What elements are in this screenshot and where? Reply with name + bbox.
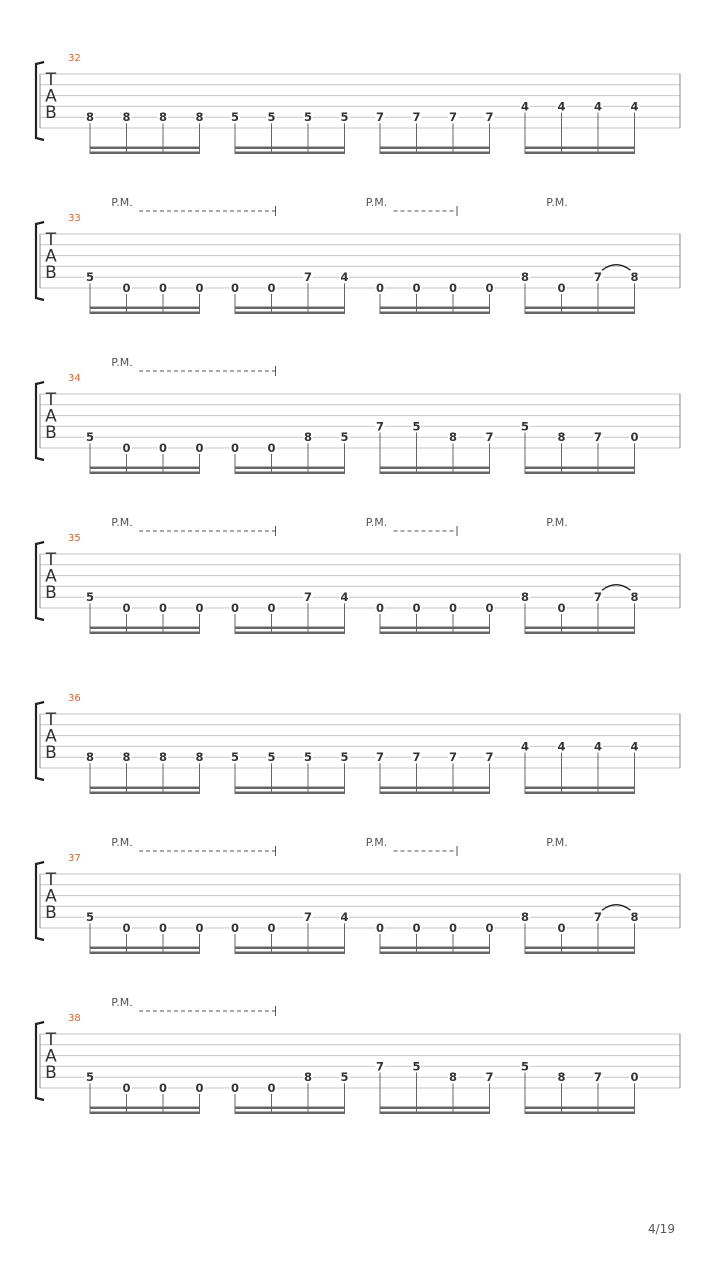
fret-number: 7: [485, 430, 494, 445]
fret-number: 7: [375, 110, 385, 125]
fret-number: 4: [557, 99, 566, 114]
measure-number: 38: [68, 1013, 81, 1024]
fret-number: 0: [557, 601, 566, 615]
beam-secondary: [380, 147, 490, 150]
measure-number: 34: [68, 373, 81, 384]
measure-number: 36: [68, 693, 81, 704]
beam-primary: [90, 792, 200, 795]
fret-number: 0: [195, 921, 204, 935]
page-number: 4/19: [648, 1222, 675, 1236]
fret-number: 5: [85, 910, 95, 925]
fret-number: 5: [340, 430, 349, 445]
beam-secondary: [380, 947, 490, 950]
fret-number: 5: [412, 419, 421, 434]
fret-number: 0: [375, 601, 385, 615]
fret-number: 4: [520, 739, 530, 754]
fret-number: 0: [557, 281, 566, 295]
fret-number: 8: [630, 910, 639, 925]
fret-number: 4: [630, 739, 639, 754]
fret-number: 8: [85, 750, 95, 765]
tab-clef-letter: B: [45, 263, 57, 283]
fret-number: 8: [303, 430, 313, 445]
beam-secondary: [235, 1107, 345, 1110]
fret-number: 7: [593, 270, 603, 285]
fret-number: 0: [630, 1070, 639, 1085]
fret-number: 0: [230, 921, 240, 935]
fret-number: 0: [122, 281, 131, 295]
tab-clef-letter: T: [45, 390, 57, 410]
fret-number: 4: [630, 99, 639, 114]
fret-number: 0: [630, 430, 639, 445]
fret-number: 0: [267, 921, 276, 935]
palm-mute-label: P.M.: [365, 836, 388, 849]
beam-primary: [235, 952, 345, 955]
fret-number: 8: [520, 590, 530, 605]
fret-number: 0: [230, 1081, 240, 1095]
fret-number: 8: [448, 430, 458, 445]
fret-number: 0: [412, 921, 421, 935]
fret-number: 7: [485, 750, 494, 765]
beam-secondary: [380, 307, 490, 310]
fret-number: 0: [122, 441, 131, 455]
beam-primary: [235, 312, 345, 315]
fret-number: 0: [122, 601, 131, 615]
beam-secondary: [235, 787, 345, 790]
tab-clef-letter: T: [45, 1030, 57, 1050]
palm-mute-label: P.M.: [111, 996, 133, 1009]
fret-number: 7: [593, 1070, 603, 1085]
tie-arc: [602, 265, 631, 271]
palm-mute-label: P.M.: [111, 356, 133, 369]
fret-number: 8: [630, 270, 639, 285]
beam-primary: [525, 792, 635, 795]
beam-secondary: [90, 787, 200, 790]
tab-clef-letter: A: [45, 566, 57, 587]
fret-number: 7: [303, 270, 313, 285]
fret-number: 4: [593, 99, 603, 114]
beam-primary: [380, 952, 490, 955]
fret-number: 5: [520, 1059, 530, 1074]
tie-arc: [602, 905, 631, 911]
fret-number: 7: [375, 1059, 385, 1074]
beam-primary: [90, 632, 200, 635]
tab-clef-letter: T: [45, 710, 57, 730]
fret-number: 0: [267, 601, 276, 615]
beam-primary: [90, 152, 200, 155]
fret-number: 5: [85, 270, 95, 285]
tab-clef-letter: T: [45, 70, 57, 90]
beam-primary: [380, 472, 490, 475]
measure-number: 35: [68, 533, 81, 544]
fret-number: 8: [158, 110, 168, 125]
beam-secondary: [525, 307, 635, 310]
fret-number: 0: [485, 601, 494, 615]
fret-number: 5: [303, 750, 313, 765]
beam-primary: [525, 472, 635, 475]
beam-primary: [380, 1112, 490, 1115]
fret-number: 0: [158, 601, 168, 615]
beam-primary: [380, 312, 490, 315]
fret-number: 7: [485, 1070, 494, 1085]
fret-number: 5: [340, 110, 349, 125]
fret-number: 0: [485, 921, 494, 935]
fret-number: 7: [303, 910, 313, 925]
beam-secondary: [235, 147, 345, 150]
beam-primary: [525, 632, 635, 635]
beam-secondary: [525, 947, 635, 950]
beam-secondary: [90, 627, 200, 630]
fret-number: 4: [593, 739, 603, 754]
tie-arc: [602, 585, 631, 591]
fret-number: 0: [267, 1081, 276, 1095]
fret-number: 0: [158, 1081, 168, 1095]
palm-mute-label: P.M.: [365, 196, 388, 209]
fret-number: 7: [448, 750, 458, 765]
beam-secondary: [90, 307, 200, 310]
beam-primary: [235, 152, 345, 155]
beam-primary: [90, 312, 200, 315]
beam-primary: [525, 952, 635, 955]
fret-number: 8: [557, 1070, 566, 1085]
fret-number: 0: [122, 921, 131, 935]
fret-number: 8: [630, 590, 639, 605]
measure-number: 33: [68, 213, 81, 224]
fret-number: 0: [122, 1081, 131, 1095]
beam-primary: [380, 792, 490, 795]
beam-secondary: [525, 467, 635, 470]
fret-number: 5: [303, 110, 313, 125]
fret-number: 4: [340, 910, 349, 925]
beam-primary: [90, 1112, 200, 1115]
fret-number: 7: [448, 110, 458, 125]
fret-number: 0: [485, 281, 494, 295]
beam-secondary: [380, 467, 490, 470]
fret-number: 4: [340, 270, 349, 285]
fret-number: 0: [412, 601, 421, 615]
fret-number: 0: [448, 601, 458, 615]
fret-number: 5: [267, 750, 276, 765]
fret-number: 8: [195, 110, 204, 125]
fret-number: 5: [85, 430, 95, 445]
beam-primary: [380, 632, 490, 635]
beam-secondary: [525, 787, 635, 790]
palm-mute-label: P.M.: [111, 196, 133, 209]
fret-number: 0: [158, 441, 168, 455]
tab-clef-letter: A: [45, 86, 57, 107]
fret-number: 0: [195, 1081, 204, 1095]
beam-secondary: [380, 627, 490, 630]
measure-number: 32: [68, 53, 81, 64]
fret-number: 0: [230, 601, 240, 615]
palm-mute-label: P.M.: [111, 836, 133, 849]
beam-primary: [235, 632, 345, 635]
fret-number: 8: [557, 430, 566, 445]
fret-number: 8: [195, 750, 204, 765]
fret-number: 5: [85, 1070, 95, 1085]
fret-number: 0: [267, 281, 276, 295]
beam-primary: [525, 1112, 635, 1115]
fret-number: 0: [158, 921, 168, 935]
palm-mute-label: P.M.: [546, 196, 568, 209]
beam-secondary: [235, 627, 345, 630]
fret-number: 7: [593, 910, 603, 925]
fret-number: 0: [230, 441, 240, 455]
fret-number: 5: [230, 110, 240, 125]
fret-number: 7: [485, 110, 494, 125]
fret-number: 0: [448, 921, 458, 935]
fret-number: 0: [195, 441, 204, 455]
tab-clef-letter: A: [45, 886, 57, 907]
fret-number: 0: [412, 281, 421, 295]
fret-number: 8: [520, 270, 530, 285]
palm-mute-label: P.M.: [365, 516, 388, 529]
tab-clef-letter: T: [45, 230, 57, 250]
fret-number: 8: [122, 750, 131, 765]
beam-primary: [235, 792, 345, 795]
fret-number: 4: [557, 739, 566, 754]
beam-secondary: [235, 307, 345, 310]
fret-number: 7: [412, 110, 421, 125]
fret-number: 0: [195, 601, 204, 615]
tab-clef-letter: A: [45, 246, 57, 267]
beam-primary: [235, 1112, 345, 1115]
fret-number: 8: [303, 1070, 313, 1085]
tab-clef-letter: T: [45, 870, 57, 890]
beam-secondary: [235, 947, 345, 950]
fret-number: 0: [195, 281, 204, 295]
fret-number: 8: [520, 910, 530, 925]
tab-clef-letter: B: [45, 903, 57, 923]
tab-clef-letter: A: [45, 726, 57, 747]
fret-number: 5: [267, 110, 276, 125]
fret-number: 5: [412, 1059, 421, 1074]
tab-clef-letter: B: [45, 103, 57, 123]
beam-secondary: [525, 147, 635, 150]
fret-number: 7: [412, 750, 421, 765]
tab-clef-letter: A: [45, 1046, 57, 1067]
fret-number: 0: [448, 281, 458, 295]
palm-mute-label: P.M.: [546, 516, 568, 529]
beam-primary: [525, 312, 635, 315]
fret-number: 4: [340, 590, 349, 605]
beam-secondary: [235, 467, 345, 470]
beam-secondary: [525, 1107, 635, 1110]
beam-secondary: [380, 1107, 490, 1110]
beam-secondary: [380, 787, 490, 790]
fret-number: 0: [158, 281, 168, 295]
fret-number: 7: [375, 750, 385, 765]
fret-number: 5: [340, 1070, 349, 1085]
fret-number: 7: [593, 430, 603, 445]
fret-number: 4: [520, 99, 530, 114]
fret-number: 0: [557, 921, 566, 935]
fret-number: 8: [85, 110, 95, 125]
tab-clef-letter: B: [45, 423, 57, 443]
fret-number: 0: [267, 441, 276, 455]
beam-primary: [525, 152, 635, 155]
beam-secondary: [90, 947, 200, 950]
beam-primary: [380, 152, 490, 155]
fret-number: 7: [303, 590, 313, 605]
fret-number: 7: [375, 419, 385, 434]
fret-number: 8: [448, 1070, 458, 1085]
beam-primary: [90, 952, 200, 955]
tab-clef-letter: T: [45, 550, 57, 570]
palm-mute-label: P.M.: [111, 516, 133, 529]
beam-secondary: [90, 467, 200, 470]
fret-number: 7: [593, 590, 603, 605]
tab-clef-letter: B: [45, 583, 57, 603]
tab-clef-letter: A: [45, 406, 57, 427]
beam-secondary: [525, 627, 635, 630]
fret-number: 8: [122, 110, 131, 125]
palm-mute-label: P.M.: [546, 836, 568, 849]
beam-secondary: [90, 1107, 200, 1110]
fret-number: 5: [340, 750, 349, 765]
fret-number: 0: [375, 921, 385, 935]
beam-secondary: [90, 147, 200, 150]
measure-number: 37: [68, 853, 81, 864]
fret-number: 5: [520, 419, 530, 434]
beam-primary: [90, 472, 200, 475]
fret-number: 5: [85, 590, 95, 605]
fret-number: 8: [158, 750, 168, 765]
fret-number: 5: [230, 750, 240, 765]
fret-number: 0: [375, 281, 385, 295]
fret-number: 0: [230, 281, 240, 295]
tab-clef-letter: B: [45, 1063, 57, 1083]
tab-clef-letter: B: [45, 743, 57, 763]
beam-primary: [235, 472, 345, 475]
